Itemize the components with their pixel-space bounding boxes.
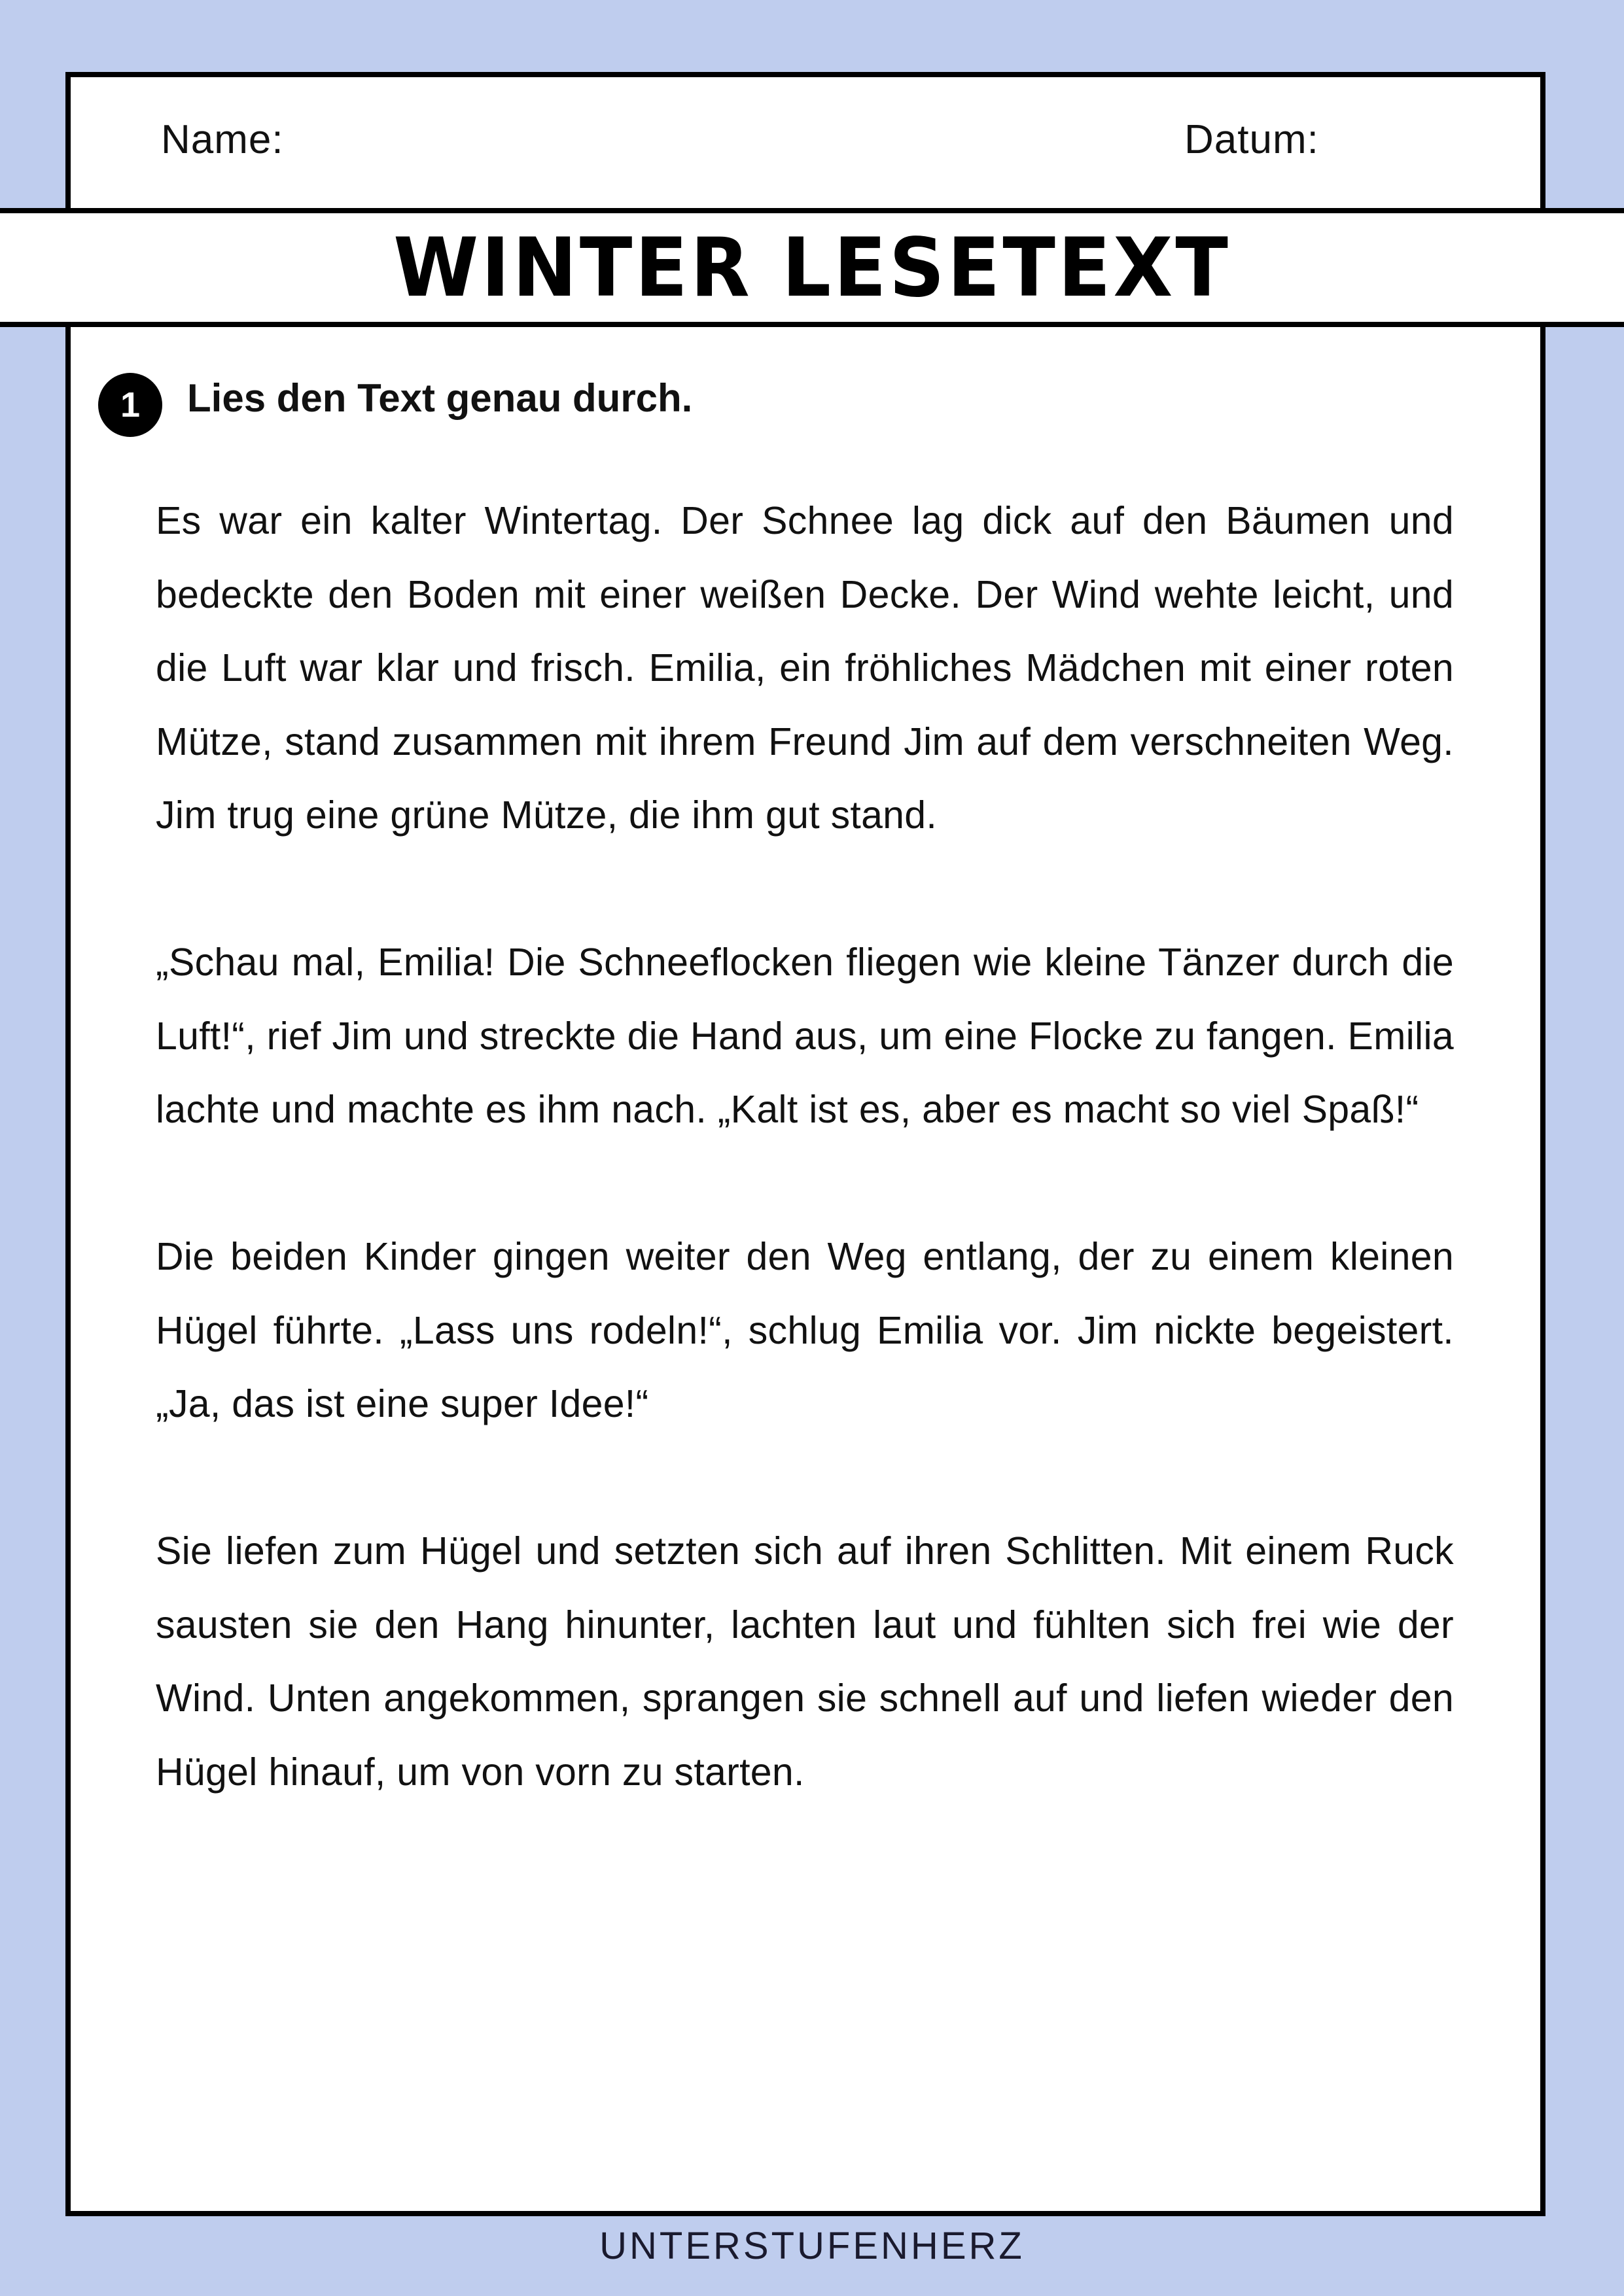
worksheet-title: WINTER LESETEXT — [393, 220, 1231, 315]
task-number-badge: 1 — [98, 373, 162, 437]
footer-brand: UNTERSTUFENHERZ — [599, 2225, 1025, 2267]
paragraph: Es war ein kalter Wintertag. Der Schnee lag dick auf den Bäumen und bedeckte den Boden mit einer weißen Decke. Der Wind wehte leicht, und die Luft war klar und frisch. Emilia, ein fröhliches Mädchen mit einer roten Mütze, stand zusammen mit ihrem Freund Jim auf dem verschneiten Weg. Jim trug eine grüne Mütze, die ihm gut stand. — [156, 499, 1454, 837]
paragraph: Die beiden Kinder gingen weiter den Weg entlang, der zu einem kleinen Hügel führte. „Lass uns rodeln!“, schlug Emilia vor. Jim nickte begeistert. „Ja, das ist eine super Idee!“ — [156, 1235, 1454, 1425]
date-label: Datum: — [1184, 117, 1319, 162]
name-label: Name: — [161, 117, 284, 162]
paragraph: Sie liefen zum Hügel und setzten sich auf ihren Schlitten. Mit einem Ruck sausten sie den Hang hinunter, lachten laut und fühlten sich frei wie der Wind. Unten angekommen, sprangen sie schnell auf und liefen wieder den Hügel hinauf, um von vorn zu starten. — [156, 1529, 1454, 1794]
paragraph: „Schau mal, Emilia! Die Schneeflocken fliegen wie kleine Tänzer durch die Luft!“, rief Jim und streckte die Hand aus, um eine Flocke zu fangen. Emilia lachte und machte es ihm nach. „Kalt ist es, aber es macht so viel Spaß!“ — [156, 941, 1454, 1131]
reading-text — [156, 484, 1454, 1883]
task-instruction: Lies den Text genau durch. — [187, 376, 693, 420]
title-band — [0, 208, 1624, 327]
